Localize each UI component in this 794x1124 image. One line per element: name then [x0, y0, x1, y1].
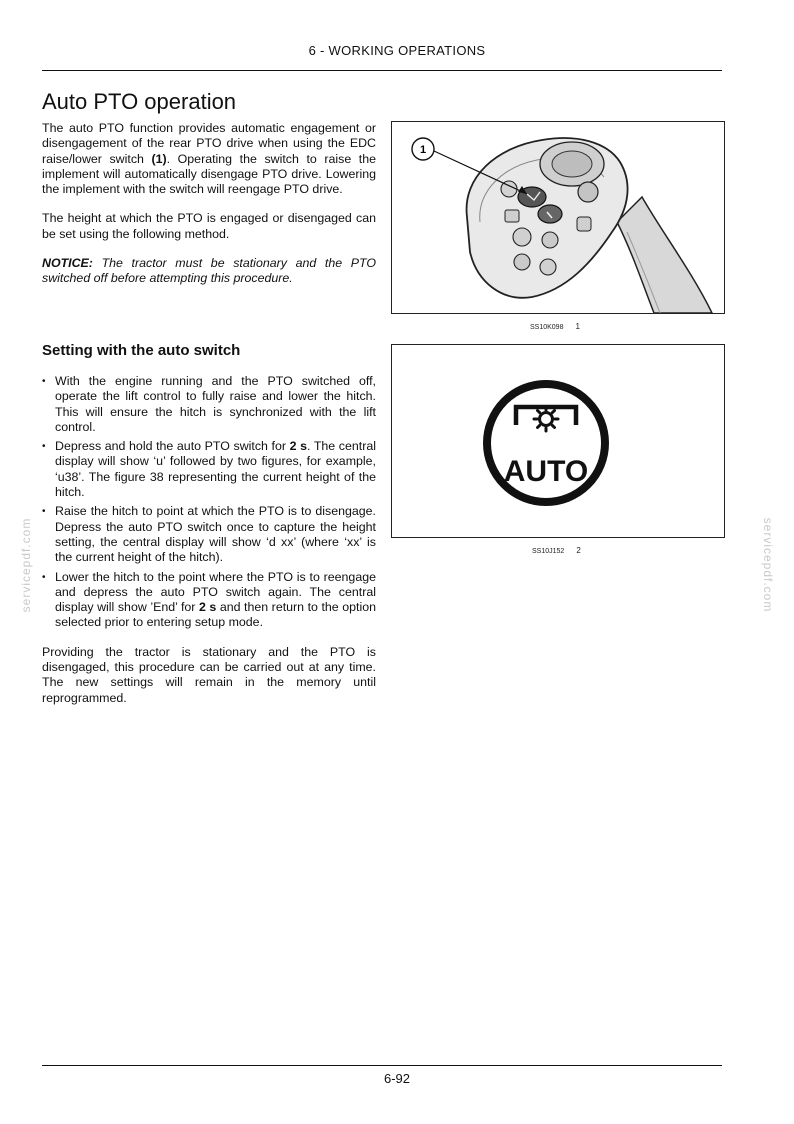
watermark-right: servicepdf.com — [761, 517, 775, 613]
intro-text — [42, 121, 376, 301]
intro-paragraph-1: The auto PTO function provides automatic engagement or disengagement of the rear PTO drive when using the EDC raise/lower switch (1). Operating the switch to raise the implement will automatically disengage PTO drive. Lowering the implement with the switch will reengage PTO drive. — [42, 121, 377, 197]
joystick-illustration — [392, 122, 724, 313]
header-rule — [42, 70, 722, 71]
callout-ref: (1) — [151, 151, 167, 166]
notice-text: The tractor must be stationary and the PTO switched off before attempting this procedure. — [42, 256, 376, 286]
figure-joystick — [391, 121, 725, 314]
auto-label: AUTO — [503, 455, 589, 488]
running-header: 6 - WORKING OPERATIONS — [308, 43, 486, 58]
page-title: Auto PTO operation — [42, 89, 237, 114]
list-item: • With the engine running and the PTO switched off, operate the lift control to fully raise and lower the hitch. This will ensure the hitch is synchronized with the lift control. — [42, 374, 376, 434]
section-heading: Setting with the auto switch — [42, 342, 241, 359]
list-item: • Depress and hold the auto PTO switch for 2 s. The central display will show ‘u’ followed by two figures, for example, ‘u38’. The figure 38 representing the current height of the hitch. — [42, 439, 376, 500]
procedure-steps — [42, 374, 376, 631]
intro-paragraph-2: The height at which the PTO is engaged or disengaged can be set using the following method. — [42, 211, 376, 241]
closing-paragraph: Providing the tractor is stationary and the PTO is disengaged, this procedure can be carried out at any time. The new settings will remain in the memory until reprogrammed. — [42, 644, 376, 705]
figure-auto-switch — [391, 344, 725, 538]
figure-callout-1: 1 — [419, 144, 427, 156]
figure-1-caption: SS10K098 1 — [530, 322, 580, 331]
procedure-text — [42, 374, 376, 720]
footer-rule — [42, 1065, 722, 1066]
notice — [42, 256, 376, 287]
list-item: • Lower the hitch to the point where the PTO is to reengage and depress the auto PTO switch again. The central display will show ’End’ for 2 s and then return to the option selected prior to entering setup mode. — [42, 569, 376, 630]
auto-switch-illustration — [392, 345, 724, 537]
notice-label: NOTICE: — [42, 256, 93, 271]
list-item: • Raise the hitch to point at which the PTO is to disengage. Depress the auto PTO switch once to capture the height setting, the central display will show ‘d xx’ (where ‘xx’ is the current height of the hitch). — [42, 504, 376, 565]
figure-2-caption: SS10J152 2 — [532, 546, 581, 555]
page-number: 6-92 — [383, 1071, 411, 1086]
watermark-left: servicepdf.com — [19, 517, 33, 613]
